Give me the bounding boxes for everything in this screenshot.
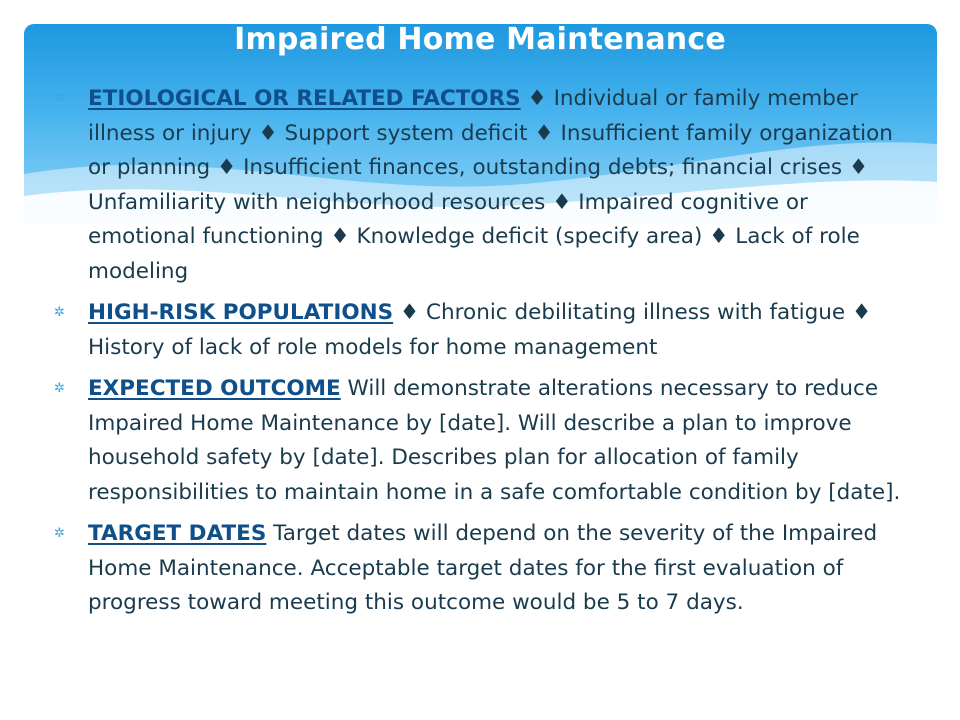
asterisk-icon: ✲ (54, 91, 65, 106)
list-item (52, 296, 912, 365)
bullet-text: ♦ Individual or family member illness or injury ♦ Support system deficit ♦ Insufficient family organization or planning ♦ Insufficient finances, outstanding debts; financial crises ♦ Unfamiliarity with neighborhood resources ♦ Impaired cognitive or emotional functioning ♦ Knowledge deficit (specify area) ♦ Lack of role modeling (88, 86, 893, 284)
bullet-text: ♦ Chronic debilitating illness with fatigue ♦ History of lack of role models for home management (88, 300, 872, 360)
bullet-term: TARGET DATES (88, 521, 267, 546)
bullet-term: ETIOLOGICAL OR RELATED FACTORS (88, 86, 521, 111)
list-item (52, 372, 912, 510)
bullet-term: HIGH-RISK POPULATIONS (88, 300, 394, 325)
asterisk-icon: ✲ (54, 381, 65, 396)
list-item (52, 82, 912, 289)
bullet-list (52, 82, 912, 628)
bullet-text: Target dates will depend on the severity of the Impaired Home Maintenance. Acceptable target dates for the first evaluation of progress toward meeting this outcome would be 5 to 7 days. (88, 521, 878, 615)
list-item (52, 517, 912, 621)
slide-title: Impaired Home Maintenance (234, 22, 726, 57)
asterisk-icon: ✲ (54, 526, 65, 541)
bullet-text: Will demonstrate alterations necessary to reduce Impaired Home Maintenance by [date]. Will describe a plan to improve household safety by [date]. Describes plan for allocation of family responsibilities to maintain home in a safe comfortable condition by [date]. (88, 376, 901, 505)
bullet-term: EXPECTED OUTCOME (88, 376, 341, 401)
asterisk-icon: ✲ (54, 305, 65, 320)
